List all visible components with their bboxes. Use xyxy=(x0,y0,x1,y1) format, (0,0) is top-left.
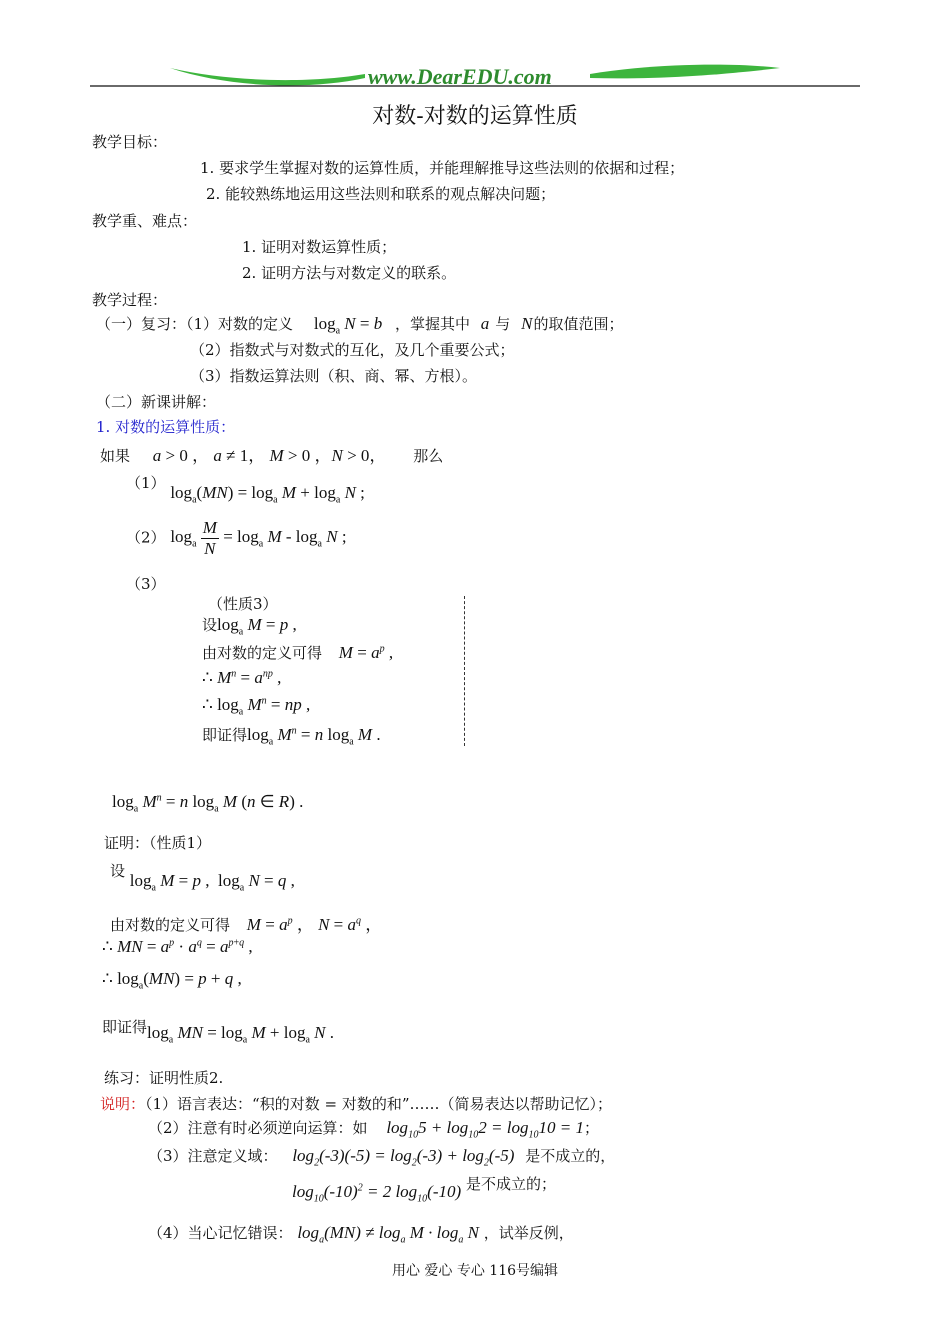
proof-line-5-formula: $\log_a$ MN = $\log_a M + \log_a N$ . xyxy=(147,1023,334,1046)
log-definition-formula: $\log_a N = b$ xyxy=(313,314,383,337)
box-line-2 xyxy=(202,642,393,663)
note-2-text: （2）注意有时必须逆向运算：如 xyxy=(148,1119,368,1137)
review-label: （一）复习： xyxy=(96,315,187,333)
note-4-text: （4）当心记忆错误： xyxy=(148,1224,293,1242)
box-title: （性质3） xyxy=(208,595,278,613)
condition-formula: a > 0 ， a ≠ 1， M > 0 ，N > 0， xyxy=(152,446,387,465)
review-item-1-text: （1）对数的定义 xyxy=(186,315,294,333)
proof-line-4 xyxy=(102,969,242,991)
note-4-tail: ，试举反例， xyxy=(483,1224,574,1242)
property-2-label: （2） xyxy=(126,528,166,547)
box-line-1-text: 设 xyxy=(202,616,218,634)
then-text: 那么 xyxy=(413,447,444,465)
note-3-text: （3）注意定义域： xyxy=(148,1147,278,1165)
note-4 xyxy=(148,1222,574,1245)
objectives-heading: 教学目标： xyxy=(92,133,168,151)
note-1 xyxy=(100,1093,612,1114)
proof-line-4-formula: ∴ $\log_a(MN) = p + q$ , xyxy=(102,969,242,992)
header-site-logo: www.DearEDU.com xyxy=(368,64,552,89)
process-heading: 教学过程： xyxy=(92,291,168,309)
note-3-line-2 xyxy=(292,1173,556,1205)
proof-line-2-formula: $M = a^p$ ， $N = a^q$ ， xyxy=(246,915,383,934)
property-2 xyxy=(126,518,347,559)
review-item-1-and: 与 xyxy=(495,315,511,333)
proof-line-2 xyxy=(110,910,382,935)
property-1-label: （1） xyxy=(126,474,166,492)
box-line-2-text: 由对数的定义可得 xyxy=(202,644,323,662)
proof-by-def-text: 由对数的定义可得 xyxy=(110,916,231,934)
box-line-1-formula: $\log_a M = p$ , xyxy=(217,615,297,638)
proof-line-1 xyxy=(110,860,295,894)
keypoint-item: 2. 证明方法与对数定义的联系。 xyxy=(242,264,457,282)
note-3-tail: 是不成立的， xyxy=(525,1147,616,1165)
page-title: 对数-对数的运算性质 xyxy=(372,104,578,129)
keypoints-heading: 教学重、难点： xyxy=(92,212,198,230)
box-line-5-text: 即证得 xyxy=(202,726,248,744)
note-3-formula: $\log_2(-3)(-5) = \log_2(-3) + \log_2(-5)$ xyxy=(292,1146,515,1169)
note-3b-formula: $\log_{10}(-10)^2 = 2$ $\log_{10}(-10)$ xyxy=(292,1182,462,1205)
objective-item: 1. 要求学生掌握对数的运算性质，并能理解推导这些法则的依据和过程； xyxy=(200,159,685,177)
property-3-formula: $\log_a M^n = n$ $\log_a M$ (n ∈ R) . xyxy=(112,792,304,815)
note-2-formula: $\log_{10}5 + \log_{10}2 = \log_{10}10 = 1$ xyxy=(386,1118,584,1141)
objective-item: 2. 能较熟练地运用这些法则和联系的观点解决问题； xyxy=(206,185,556,203)
review-item-1-mid: ，掌握其中 xyxy=(395,315,471,333)
box-line-3-formula: ∴ $M^n = a^{np}$ , xyxy=(202,668,282,687)
box-line-5 xyxy=(202,724,381,747)
condition-line xyxy=(100,441,443,466)
box-line-4 xyxy=(202,695,310,717)
proof-label: 证明：（性质1） xyxy=(104,834,212,852)
property-1-formula: $\log_a(MN) = \log_a M + \log_a N$ ; xyxy=(170,483,365,506)
box-line-2-formula: $M = a^p$ , xyxy=(338,643,394,662)
review-item-2: （2）指数式与对数式的互化，及几个重要公式； xyxy=(190,341,515,359)
box-dashed-border xyxy=(464,596,465,746)
box-line-1 xyxy=(202,614,297,637)
var-a: a xyxy=(480,314,490,333)
property-2-formula: $\log_a$ $\frac{M}{N}$ = $\log_a M - \log_a N$ ; xyxy=(170,518,347,558)
page-footer: 用心 爱心 专心 116号编辑 xyxy=(391,1263,559,1279)
proof-line-3-formula: ∴ MN = $a^p \cdot a^q = a^{p+q}$ , xyxy=(102,937,253,956)
new-lesson-label: （二）新课讲解： xyxy=(96,393,217,411)
box-line-3 xyxy=(202,668,281,688)
notes-label: 说明： xyxy=(100,1095,146,1113)
property-3-label: （3） xyxy=(126,575,166,593)
keypoint-item: 1. 证明对数运算性质； xyxy=(242,238,397,256)
note-4-formula: $\log_a(MN) \ne \log_a M \cdot \log_a N$ xyxy=(297,1223,479,1246)
review-item-1-end: 的取值范围； xyxy=(533,315,624,333)
note-1-text: （1）语言表达：“积的对数 = 对数的和”……（简易表达以帮助记忆）； xyxy=(145,1095,613,1113)
proof-line-3 xyxy=(102,937,253,957)
review-line-1 xyxy=(96,313,623,336)
var-n: N xyxy=(521,314,533,333)
proof-line-1-formula: $\log_a M = p$ , $\log_a N = q$ , xyxy=(129,871,295,894)
box-line-4-formula: ∴ $\log_a M^n$ = np , xyxy=(202,695,311,718)
box-line-5-formula: $\log_a M^n = n$ $\log_a M$ . xyxy=(247,725,381,748)
proof-set-text: 设 xyxy=(110,862,126,880)
note-3b-tail: 是不成立的； xyxy=(465,1175,556,1193)
if-text: 如果 xyxy=(100,447,131,465)
section-heading: 1. 对数的运算性质： xyxy=(96,418,236,436)
proof-conclude-text: 即证得 xyxy=(102,1018,148,1036)
exercise-text: 练习：证明性质2. xyxy=(104,1069,224,1087)
note-2: （2）注意有时必须逆向运算：如 $\log_{10}5 + \log_{10}2 = \log_{10}10 = 1$； xyxy=(148,1118,599,1141)
note-3 xyxy=(148,1145,615,1168)
proof-line-5 xyxy=(102,1016,334,1046)
review-item-3: （3）指数运算法则（积、商、幂、方根）。 xyxy=(190,367,478,385)
property-1 xyxy=(126,472,365,506)
